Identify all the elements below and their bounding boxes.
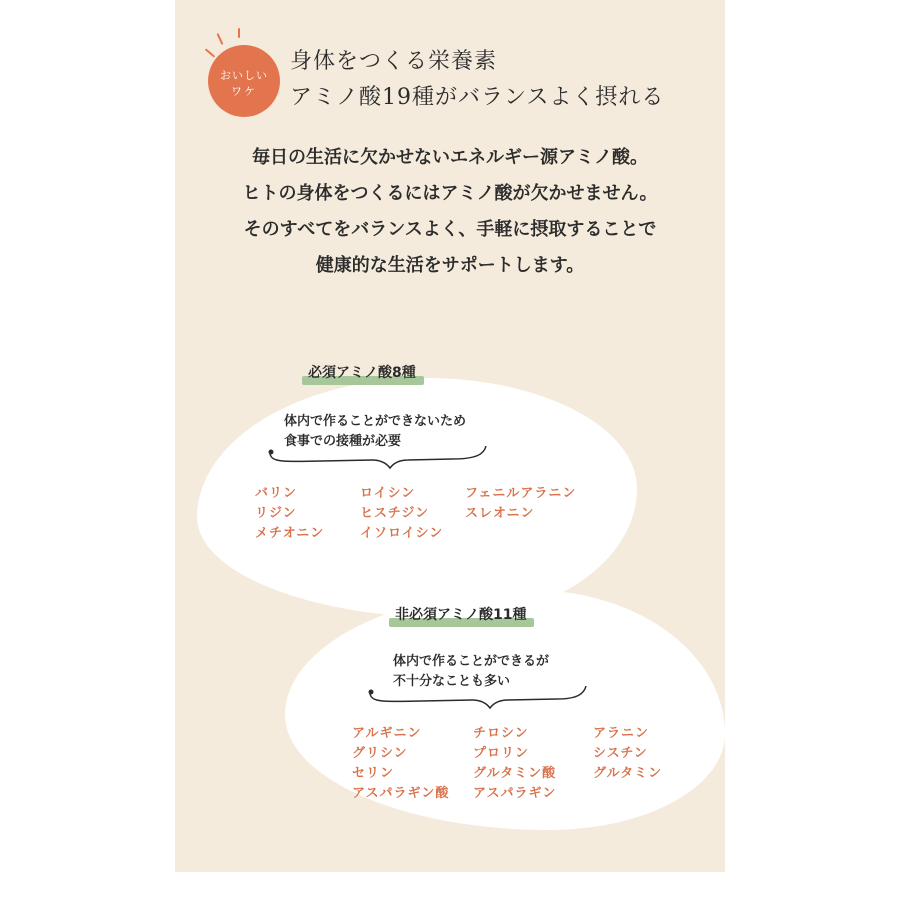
intro-line: ヒトの身体をつくるにはアミノ酸が欠かせません。 — [242, 183, 658, 204]
essential-amino-item: スレオニン — [465, 506, 535, 521]
nonessential-amino-item: グルタミン — [593, 766, 663, 781]
badge-line2: ワケ — [231, 85, 257, 98]
nonessential-amino-item: プロリン — [473, 746, 530, 761]
essential-brace — [262, 440, 492, 470]
nonessential-amino-item: アスパラギン — [473, 786, 557, 801]
essential-amino-item: ヒスチジン — [360, 506, 430, 521]
title-line1: 身体をつくる栄養素 — [290, 49, 498, 74]
nonessential-amino-item: グリシン — [352, 746, 408, 761]
nonessential-desc-line: 体内で作ることができるが — [393, 654, 550, 669]
nonessential-amino-item: セリン — [352, 766, 395, 781]
nonessential-desc-line: 不十分なことも多い — [393, 674, 511, 689]
intro-line: そのすべてをバランスよく、手軽に摂取することで — [243, 219, 657, 240]
badge-line1: おいしい — [220, 69, 268, 82]
essential-desc-line: 食事での接種が必要 — [284, 434, 402, 449]
intro-text — [175, 140, 725, 284]
essential-amino-item: メチオニン — [255, 526, 325, 541]
nonessential-amino-item: チロシン — [473, 726, 529, 741]
nonessential-amino-item: アルギニン — [352, 726, 422, 741]
oishii-wake-badge — [208, 45, 280, 117]
nonessential-heading: 非必須アミノ酸11種 — [395, 604, 526, 624]
essential-amino-item: イソロイシン — [360, 526, 444, 541]
essential-amino-item: バリン — [255, 486, 298, 501]
intro-line: 毎日の生活に欠かせないエネルギー源アミノ酸。 — [252, 147, 648, 168]
essential-heading: 必須アミノ酸8種 — [308, 362, 416, 382]
nonessential-amino-item: アスパラギン酸 — [352, 786, 450, 801]
intro-line: 健康的な生活をサポートします。 — [315, 255, 585, 276]
nonessential-amino-item: シスチン — [593, 746, 648, 761]
essential-amino-item: ロイシン — [360, 486, 416, 501]
essential-desc-line: 体内で作ることができないため — [284, 414, 467, 429]
badge-spark — [238, 28, 240, 38]
nonessential-brace — [362, 680, 592, 710]
essential-amino-item: フェニルアラニン — [465, 486, 577, 501]
title-line2: アミノ酸19種がバランスよく摂れる — [290, 85, 665, 110]
essential-amino-item: リジン — [255, 506, 297, 521]
nonessential-amino-item: アラニン — [593, 726, 650, 741]
nonessential-amino-item: グルタミン酸 — [473, 766, 557, 781]
